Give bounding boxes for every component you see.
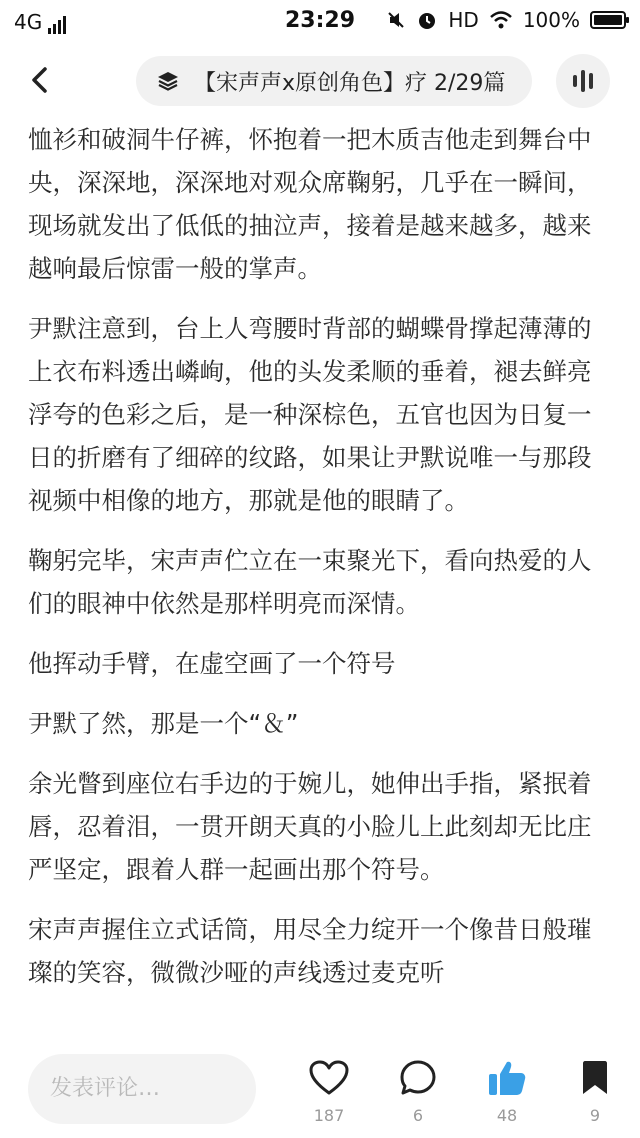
status-icons (386, 8, 626, 32)
comment-count: 6 (412, 1106, 424, 1125)
paragraph: 鞠躬完毕，宋声声伫立在一束聚光下，看向热爱的人们的眼神中依然是那样明亮而深情。 (28, 546, 592, 618)
battery-icon (590, 11, 626, 29)
clock: 23:29 (284, 8, 356, 33)
thumbs-up-button[interactable] (472, 1056, 542, 1125)
battery-percent: 100% (522, 8, 580, 32)
paragraph: 他挥动手臂，在虚空画了一个符号 (28, 649, 396, 678)
comment-button[interactable] (383, 1056, 453, 1125)
network-type: 4G (14, 10, 43, 34)
paragraph: 宋声声握住立式话筒，用尽全力绽开一个像昔日般璀璨的笑容，微微沙哑的声线透过麦克听 (28, 915, 592, 987)
audio-play-button[interactable] (556, 54, 610, 108)
back-button[interactable] (18, 58, 62, 102)
bookmark-button[interactable] (560, 1056, 630, 1125)
layers-icon (154, 67, 182, 95)
bottom-action-bar (0, 1046, 640, 1138)
chevron-left-icon (28, 66, 52, 94)
like-button[interactable] (294, 1056, 364, 1125)
alarm-icon (416, 9, 438, 31)
mute-icon (386, 10, 406, 30)
status-bar (0, 0, 640, 44)
paragraph: 恤衫和破洞牛仔裤，怀抱着一把木质吉他走到舞台中央，深深地，深深地对观众席鞠躬，几乎在一瞬间，现场就发出了低低的抽泣声，接着是越来越多，越来越响最后惊雷一般的掌声。 (28, 125, 592, 283)
paragraph: 余光瞥到座位右手边的于婉儿，她伸出手指，紧抿着唇，忍着泪，一贯开朗天真的小脸儿上此刻却无比庄严坚定，跟着人群一起画出那个符号。 (28, 769, 592, 884)
paragraph: 尹默了然，那是一个“＆” (28, 709, 299, 738)
hd-badge: HD (448, 8, 479, 32)
thumbs-up-icon (487, 1059, 527, 1097)
heart-icon (309, 1060, 349, 1096)
comment-input[interactable]: 发表评论… (28, 1054, 256, 1124)
like-count: 187 (313, 1106, 345, 1125)
collection-title-pill[interactable] (136, 56, 532, 106)
audio-bar-icon (581, 70, 585, 92)
article-body (28, 118, 614, 1011)
collection-title: 【宋声声x原创角色】疗 2/29篇 (194, 70, 506, 96)
bookmark-count: 9 (589, 1106, 601, 1125)
wifi-icon (489, 10, 513, 30)
bookmark-icon (580, 1060, 610, 1096)
audio-bar-icon (573, 75, 577, 87)
battery-fill (594, 15, 622, 25)
thumbs-up-count: 48 (496, 1106, 518, 1125)
paragraph: 尹默注意到，台上人弯腰时背部的蝴蝶骨撑起薄薄的上衣布料透出嶙峋，他的头发柔顺的垂着，褪去鲜亮浮夸的色彩之后，是一种深棕色，五官也因为日复一日的折磨有了细碎的纹路，如果让尹默说唯一与那段视频中相像的地方，那就是他的眼睛了。 (28, 314, 592, 515)
audio-bar-icon (589, 73, 593, 89)
comment-bubble-icon (399, 1059, 437, 1097)
